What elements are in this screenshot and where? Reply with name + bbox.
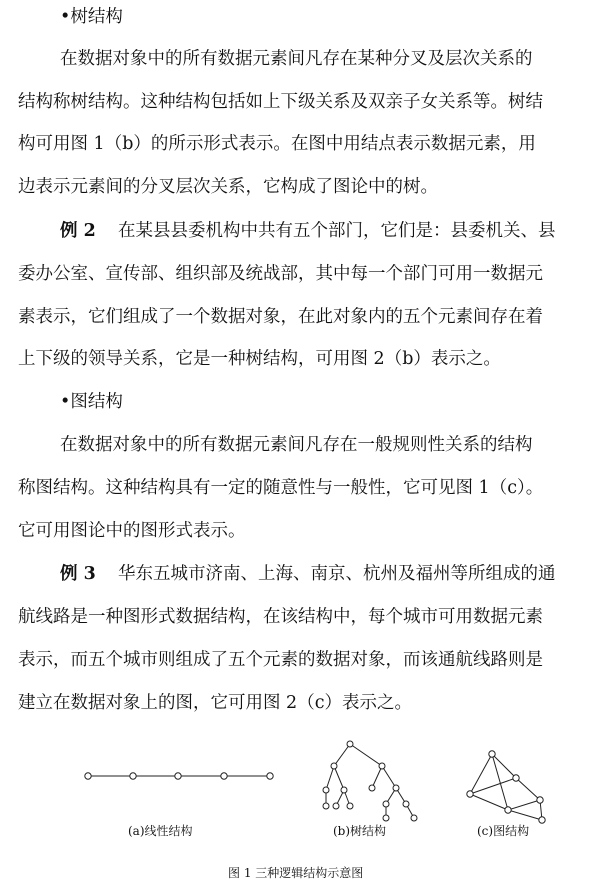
tree-edge (334, 766, 344, 790)
tree-node (383, 801, 389, 807)
graph-paragraph-line: 它可用图论中的图形式表示。 (18, 521, 246, 541)
linear-node (85, 773, 91, 779)
figure-title: 图 1 三种逻辑结构示意图 (228, 866, 364, 880)
tree-edge (350, 744, 382, 766)
example-3-label: 例 3 (60, 564, 96, 584)
caption-linear: (a)线性结构 (128, 824, 193, 838)
tree-edge (334, 744, 350, 766)
example-2-line: 委办公室、宣传部、组织部及统战部，其中每一个部门可用一数据元 (18, 264, 543, 284)
tree-node (393, 785, 399, 791)
linear-node (221, 773, 227, 779)
tree-node (379, 763, 385, 769)
tree-node (403, 801, 409, 807)
tree-edge (382, 766, 396, 788)
tree-node (369, 785, 375, 791)
graph-node (539, 817, 545, 823)
graph-edge (470, 794, 508, 810)
example-3-first-line (60, 563, 612, 585)
example-2-label: 例 2 (60, 221, 96, 241)
tree-node (341, 787, 347, 793)
graph-paragraph-line: 在数据对象中的所有数据元素间凡存在一般规则性关系的结构 (60, 435, 533, 455)
graph-node (513, 775, 519, 781)
tree-node (411, 815, 417, 821)
example-2-line: 上下级的领导关系，它是一种树结构，可用图 2（b）表示之。 (18, 349, 501, 369)
tree-node (323, 803, 329, 809)
graph-paragraph-line: 称图结构。这种结构具有一定的随意性与一般性，它可见图 1（c）。 (18, 478, 544, 498)
graph-edge (508, 810, 542, 820)
section-heading-graph: •图结构 (60, 392, 123, 412)
tree-node (347, 803, 353, 809)
tree-edge (372, 766, 382, 788)
tree-node (333, 803, 339, 809)
tree-node (347, 741, 353, 747)
tree-paragraph-line: 构可用图 1（b）的所示形式表示。在图中用结点表示数据元素，用 (18, 134, 536, 154)
graph-node (467, 791, 473, 797)
caption-tree: (b)树结构 (333, 824, 387, 838)
example-3-line: 表示，而五个城市则组成了五个元素的数据对象，而该通航线路则是 (18, 650, 543, 670)
graph-edge (470, 778, 516, 794)
tree-paragraph-line: 边表示元素间的分叉层次关系，它构成了图论中的树。 (18, 177, 438, 197)
tree-paragraph-line: 在数据对象中的所有数据元素间凡存在某种分叉及层次关系的 (60, 49, 533, 69)
tree-node (383, 815, 389, 821)
tree-edge (326, 766, 334, 790)
example-2-line: 素表示，它们组成了一个数据对象，在此对象内的五个元素间存在着 (18, 307, 543, 327)
tree-paragraph-line: 结构称树结构。这种结构包括如上下级关系及双亲子女关系等。树结 (18, 92, 543, 112)
example-3-line: 建立在数据对象上的图，它可用图 2（c）表示之。 (18, 693, 412, 713)
example-2-first-line (60, 220, 612, 242)
tree-node (331, 763, 337, 769)
linear-node (130, 773, 136, 779)
graph-node (537, 797, 543, 803)
graph-edge (508, 800, 540, 810)
example-3-line: 航线路是一种图形式数据结构，在该结构中，每个城市可用数据元素 (18, 607, 543, 627)
caption-graph: (c)图结构 (477, 824, 530, 838)
linear-node (175, 773, 181, 779)
section-heading-tree: •树结构 (60, 7, 123, 27)
logical-structures-figure (0, 730, 612, 840)
graph-node (505, 807, 511, 813)
example-2-text: 在某县县委机构中共有五个部门，它们是：县委机关、县 (118, 221, 556, 241)
graph-edge (516, 778, 540, 800)
graph-node (489, 751, 495, 757)
tree-node (323, 787, 329, 793)
linear-node (267, 773, 273, 779)
example-3-text: 华东五城市济南、上海、南京、杭州及福州等所组成的通 (118, 564, 556, 584)
